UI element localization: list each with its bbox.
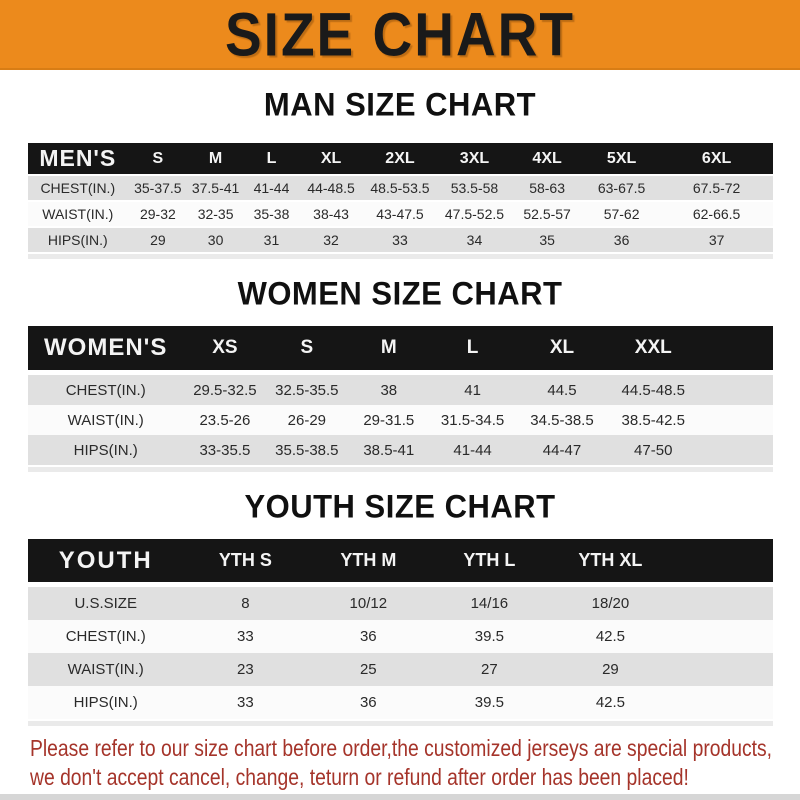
size-cell: 30	[188, 227, 244, 253]
page-title: SIZE CHART	[225, 0, 575, 69]
row-label: WAIST(IN.)	[28, 653, 184, 686]
size-cell: 39.5	[430, 620, 549, 653]
row-label: CHEST(IN.)	[28, 175, 129, 201]
size-cell: 47.5-52.5	[437, 201, 512, 227]
size-cell: 38	[348, 373, 430, 406]
youth-chest-row	[28, 620, 773, 653]
size-cell: 35	[512, 227, 583, 253]
size-cell: 67.5-72	[661, 175, 773, 201]
size-cell: 37.5-41	[188, 175, 244, 201]
size-cell: 31	[244, 227, 300, 253]
size-cell: 63-67.5	[582, 175, 660, 201]
youth-column-header: YTH L	[430, 539, 549, 585]
women-waist-row	[28, 405, 773, 435]
size-cell: 10/12	[307, 585, 430, 621]
men-column-header: 3XL	[437, 143, 512, 175]
women-section-title: WOMEN SIZE CHART	[237, 275, 563, 312]
spacer-cell	[698, 373, 773, 406]
size-cell: 33-35.5	[184, 435, 266, 466]
men-column-header: 2XL	[363, 143, 438, 175]
size-cell: 29.5-32.5	[184, 373, 266, 406]
size-cell: 36	[307, 686, 430, 720]
size-cell: 44-48.5	[299, 175, 362, 201]
spacer-cell	[672, 585, 773, 621]
size-cell: 44-47	[515, 435, 608, 466]
row-label: HIPS(IN.)	[28, 227, 129, 253]
youth-column-header: YTH S	[184, 539, 307, 585]
women-header-row	[28, 326, 773, 373]
spacer-cell	[672, 539, 773, 585]
size-cell: 23.5-26	[184, 405, 266, 435]
men-column-header: 5XL	[582, 143, 660, 175]
men-hips-row	[28, 227, 773, 253]
size-cell: 43-47.5	[363, 201, 438, 227]
youth-ussize-row	[28, 585, 773, 621]
size-cell: 52.5-57	[512, 201, 583, 227]
women-column-header: L	[430, 326, 516, 373]
spacer-cell	[672, 686, 773, 720]
size-cell: 38.5-42.5	[609, 405, 698, 435]
men-size-table	[28, 143, 773, 259]
size-cell: 27	[430, 653, 549, 686]
size-cell: 32-35	[188, 201, 244, 227]
women-column-header: S	[266, 326, 348, 373]
men-waist-row	[28, 201, 773, 227]
row-label: WAIST(IN.)	[28, 201, 129, 227]
size-cell: 41-44	[430, 435, 516, 466]
size-cell: 62-66.5	[661, 201, 773, 227]
size-cell: 44.5-48.5	[609, 373, 698, 406]
men-column-header: M	[188, 143, 244, 175]
men-column-header: L	[244, 143, 300, 175]
youth-size-table	[28, 539, 773, 726]
table-bottom-strip	[28, 720, 773, 726]
men-column-header: 4XL	[512, 143, 583, 175]
women-column-header: M	[348, 326, 430, 373]
row-label: CHEST(IN.)	[28, 373, 184, 406]
table-bottom-strip	[28, 466, 773, 472]
youth-column-header: YTH M	[307, 539, 430, 585]
row-label: HIPS(IN.)	[28, 686, 184, 720]
size-cell: 32.5-35.5	[266, 373, 348, 406]
youth-table-label: YOUTH	[28, 539, 184, 585]
men-section-title: MAN SIZE CHART	[263, 86, 537, 123]
size-cell: 39.5	[430, 686, 549, 720]
row-label: WAIST(IN.)	[28, 405, 184, 435]
size-cell: 33	[184, 686, 307, 720]
row-label: U.S.SIZE	[28, 585, 184, 621]
size-cell: 33	[363, 227, 438, 253]
men-column-header: XL	[299, 143, 362, 175]
size-cell: 18/20	[549, 585, 672, 621]
women-size-table	[28, 326, 773, 472]
women-table-label: WOMEN'S	[28, 326, 184, 373]
size-cell: 38.5-41	[348, 435, 430, 466]
size-cell: 58-63	[512, 175, 583, 201]
spacer-cell	[698, 435, 773, 466]
size-cell: 34.5-38.5	[515, 405, 608, 435]
footer-line-2: we don't accept cancel, change, teturn or refund after order has been placed!	[30, 764, 689, 790]
size-cell: 23	[184, 653, 307, 686]
size-cell: 42.5	[549, 620, 672, 653]
size-cell: 29-32	[128, 201, 188, 227]
youth-hips-row	[28, 686, 773, 720]
women-column-header: XL	[515, 326, 608, 373]
men-table-label: MEN'S	[28, 143, 129, 175]
youth-column-header: YTH XL	[549, 539, 672, 585]
size-cell: 37	[661, 227, 773, 253]
spacer-cell	[672, 653, 773, 686]
size-cell: 47-50	[609, 435, 698, 466]
row-label: CHEST(IN.)	[28, 620, 184, 653]
youth-header-row	[28, 539, 773, 585]
size-cell: 29-31.5	[348, 405, 430, 435]
size-cell: 53.5-58	[437, 175, 512, 201]
size-cell: 48.5-53.5	[363, 175, 438, 201]
men-column-header: S	[128, 143, 188, 175]
size-cell: 57-62	[582, 201, 660, 227]
women-column-header: XS	[184, 326, 266, 373]
row-label: HIPS(IN.)	[28, 435, 184, 466]
spacer-cell	[698, 326, 773, 373]
size-cell: 35-38	[244, 201, 300, 227]
size-cell: 35-37.5	[128, 175, 188, 201]
size-cell: 36	[307, 620, 430, 653]
size-cell: 31.5-34.5	[430, 405, 516, 435]
size-cell: 35.5-38.5	[266, 435, 348, 466]
spacer-cell	[672, 620, 773, 653]
women-chest-row	[28, 373, 773, 406]
size-cell: 26-29	[266, 405, 348, 435]
banner	[0, 0, 800, 70]
size-cell: 34	[437, 227, 512, 253]
men-column-header: 6XL	[661, 143, 773, 175]
spacer-cell	[698, 405, 773, 435]
size-cell: 32	[299, 227, 362, 253]
size-cell: 29	[549, 653, 672, 686]
size-cell: 14/16	[430, 585, 549, 621]
size-cell: 38-43	[299, 201, 362, 227]
women-column-header: XXL	[609, 326, 698, 373]
size-cell: 44.5	[515, 373, 608, 406]
men-chest-row	[28, 175, 773, 201]
youth-waist-row	[28, 653, 773, 686]
women-hips-row	[28, 435, 773, 466]
size-cell: 36	[582, 227, 660, 253]
table-bottom-strip	[28, 253, 773, 259]
size-cell: 33	[184, 620, 307, 653]
size-cell: 29	[128, 227, 188, 253]
size-cell: 25	[307, 653, 430, 686]
size-cell: 8	[184, 585, 307, 621]
youth-section-title: YOUTH SIZE CHART	[244, 488, 556, 525]
bottom-strip	[0, 794, 800, 800]
size-cell: 41	[430, 373, 516, 406]
size-cell: 41-44	[244, 175, 300, 201]
size-cell: 42.5	[549, 686, 672, 720]
footer-note	[30, 734, 800, 792]
footer-line-1: Please refer to our size chart before order,the customized jerseys are special products,	[30, 735, 773, 761]
men-header-row	[28, 143, 773, 175]
